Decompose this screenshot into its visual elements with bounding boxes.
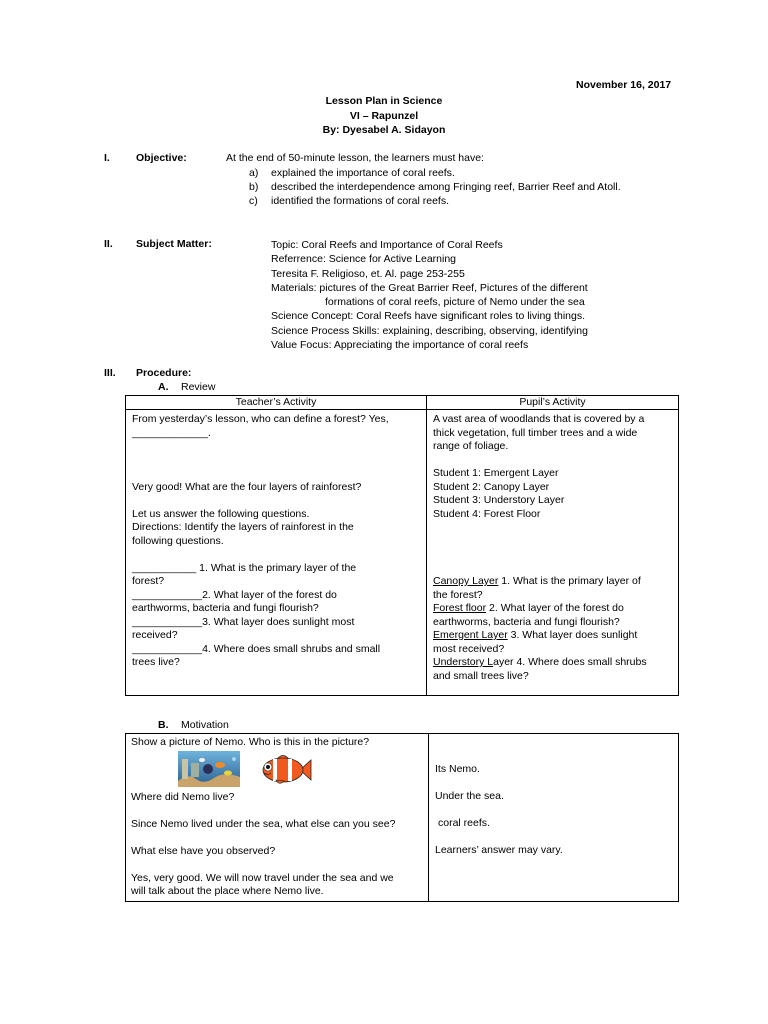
- reference-line: Referrence: Science for Active Learning: [271, 253, 457, 266]
- objective-mark-c: c): [249, 195, 258, 207]
- motivation-letter: B.: [158, 719, 169, 731]
- teacher-item-4: ____________4. Where does small shrubs and small: [132, 642, 381, 655]
- motivation-teacher-cell: [126, 734, 429, 902]
- motivation-table: [125, 733, 679, 902]
- pupil-item-3-cont: most received?: [433, 642, 505, 655]
- teacher-question-2: Very good! What are the four layers of rainforest?: [132, 480, 362, 493]
- pupil-item-1: Canopy Layer 1. What is the primary layer of: [433, 575, 641, 587]
- pupil-item-3-answer: Emergent Layer: [433, 629, 508, 641]
- materials-line: Materials: pictures of the Great Barrier Reef, Pictures of the different: [271, 281, 588, 294]
- pupil-item-3: Emergent Layer 3. What layer does sunlight: [433, 629, 638, 641]
- objective-mark-b: b): [249, 181, 259, 193]
- author-line: By: Dyesabel A. Sidayon: [322, 124, 446, 136]
- objective-item-c: identified the formations of coral reefs.: [271, 195, 450, 207]
- pupil-item-1-answer: Canopy Layer: [433, 575, 499, 587]
- pupil-item-2: Forest floor 2. What layer of the forest do: [433, 602, 624, 614]
- review-table-header: [126, 396, 679, 410]
- document-header: [284, 94, 484, 138]
- motivation-teacher-1: Show a picture of Nemo. Who is this in the picture?: [131, 736, 370, 748]
- motivation-pupil-1: Its Nemo.: [435, 763, 480, 775]
- teacher-item-3-cont: received?: [132, 629, 178, 641]
- student-4-answer: Student 4: Forest Floor: [433, 507, 541, 520]
- nemo-pictures: [131, 750, 423, 791]
- motivation-teacher-4: What else have you observed?: [131, 844, 276, 857]
- pupil-activity-cell: [427, 410, 679, 696]
- teacher-item-1: ___________ 1. What is the primary layer of the: [132, 561, 357, 574]
- teacher-item-2-cont: earthworms, bacteria and fungi flourish?: [132, 602, 319, 614]
- review-table: [125, 395, 679, 696]
- motivation-teacher-5: Yes, very good. We will now travel under the sea and we: [131, 871, 394, 884]
- objective-label: Objective:: [136, 152, 187, 164]
- teacher-activity-header: Teacher’s Activity: [126, 396, 427, 410]
- objective-number: I.: [104, 152, 110, 164]
- teacher-question-1: From yesterday’s lesson, who can define a forest? Yes,: [132, 413, 389, 425]
- pupil-answer-1-cont: thick vegetation, full timber trees and a wide: [433, 426, 638, 439]
- nemo-fish-icon: [260, 754, 312, 786]
- procedure-number: III.: [104, 367, 116, 379]
- procedure-label: Procedure:: [136, 367, 192, 379]
- motivation-pupil-4: Learners’ answer may vary.: [435, 844, 563, 856]
- pupil-item-4-answer: Understory L: [433, 656, 494, 668]
- subject-matter-number: II.: [104, 238, 113, 250]
- objective-marks: [249, 166, 258, 208]
- motivation-teacher-3: Since Nemo lived under the sea, what else can you see?: [131, 817, 396, 830]
- pupil-item-2-cont: earthworms, bacteria and fungi flourish?: [433, 615, 620, 628]
- review-letter: A.: [158, 381, 169, 393]
- document-date: November 16, 2017: [576, 79, 672, 91]
- student-3-answer: Student 3: Understory Layer: [433, 494, 565, 506]
- nemo-under-sea-picture: [178, 751, 240, 787]
- motivation-pupil-cell: [429, 734, 679, 902]
- subject-matter-details: [271, 238, 588, 352]
- class-section: VI – Rapunzel: [349, 109, 419, 122]
- pupil-item-4: Understory Layer 4. Where does small shrubs: [433, 656, 647, 668]
- materials-line-cont: formations of coral reefs, picture of Nemo under the sea: [325, 296, 585, 309]
- value-focus-line: Value Focus: Appreciating the importance of coral reefs: [271, 339, 529, 352]
- pupil-item-4-cont: and small trees live?: [433, 669, 529, 682]
- teacher-item-1-cont: forest?: [132, 575, 165, 587]
- teacher-item-3: ____________3. What layer does sunlight most: [132, 615, 355, 628]
- pupil-item-2-answer: Forest floor: [433, 602, 487, 614]
- pupil-answer-1: A vast area of woodlands that is covered by a: [433, 413, 645, 425]
- subject-matter-label: Subject Matter:: [136, 238, 212, 250]
- objective-intro: At the end of 50-minute lesson, the learners must have:: [226, 152, 484, 164]
- objective-mark-a: a): [249, 167, 259, 179]
- objective-item-b: described the interdependence among Fringing reef, Barrier Reef and Atoll.: [271, 181, 621, 193]
- process-skills-line: Science Process Skills: explaining, describing, observing, identifying: [271, 324, 588, 337]
- objective-items: [271, 166, 621, 208]
- objective-item-a: explained the importance of coral reefs.: [271, 167, 455, 179]
- motivation-pupil-3: coral reefs.: [438, 817, 490, 829]
- teacher-item-2: ____________2. What layer of the forest do: [132, 588, 337, 601]
- teacher-question-3: Let us answer the following questions.: [132, 507, 310, 520]
- review-label: Review: [181, 381, 216, 393]
- science-concept-line: Science Concept: Coral Reefs have significant roles to living things.: [271, 310, 585, 323]
- review-table-row: [126, 410, 679, 696]
- student-2-answer: Student 2: Canopy Layer: [433, 480, 550, 493]
- motivation-label: Motivation: [181, 719, 229, 731]
- pupil-answer-1-end: range of foliage.: [433, 440, 509, 452]
- lesson-title: Lesson Plan in Science: [325, 95, 443, 107]
- teacher-question-1-blank: _____________.: [132, 426, 211, 439]
- pupil-item-1-cont: the forest?: [433, 588, 483, 601]
- motivation-teacher-2: Where did Nemo live?: [131, 790, 235, 803]
- teacher-item-4-cont: trees live?: [132, 656, 180, 668]
- motivation-teacher-5-cont: will talk about the place where Nemo live.: [131, 885, 324, 897]
- student-1-answer: Student 1: Emergent Layer: [433, 467, 559, 479]
- motivation-pupil-2: Under the sea.: [435, 790, 504, 802]
- teacher-activity-cell: [126, 410, 427, 696]
- topic-line: Topic: Coral Reefs and Importance of Coral Reefs: [271, 239, 503, 251]
- motivation-table-row: [126, 734, 679, 902]
- teacher-directions: Directions: Identify the layers of rainforest in the: [132, 521, 354, 533]
- teacher-directions-cont: following questions.: [132, 534, 224, 547]
- reference-author-line: Teresita F. Religioso, et. Al. page 253-255: [271, 267, 465, 280]
- pupil-activity-header: Pupil’s Activity: [427, 396, 679, 410]
